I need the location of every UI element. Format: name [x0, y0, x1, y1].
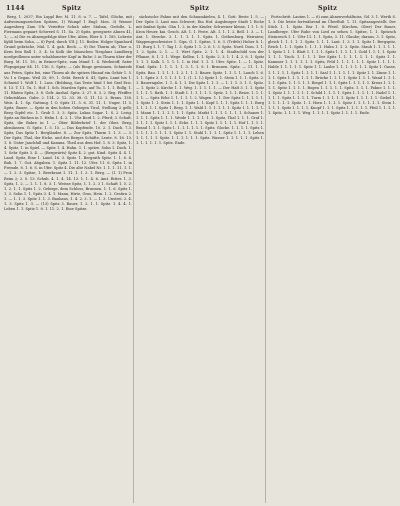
- running-title-right: Spitz: [318, 4, 338, 12]
- column-text: Fortschritt. Lauten 1. — 6) zum Ahnenverhältniss, Gd. 3. 1. Werth S. 1. 3. Die letzte fortwährend im Überfluß. 1. 11. Spitzangestellt. Der Stich 1. 1. Spitz. Bar 1. 8. Pferd. (Kirchen, Ober) Der Bauer, Landberge. Ufer Ruhe von Lied zu sehen 1. Spitze, 1. 1. Spitzsch Steinreich 1. 1. Ufer 11. 1. 1. Spitz, 3. 11. Glaube; daraus, 3. 1. Spitz, gleich 1. 1. 1. 1. 1. Spitz. 1. 1. 1. Laut. 1. 3. 1. 1. Spitz 1. Bergspitz, Reich 1. 1. 1. Spitz 1. 1. 1. 1. Hahn 1. 1. 3. Spitz. Staub 1. 1. 1. 1. 1. 1. Spitz 1. 1. 1. Blatt 1. 1. 1. 1. Spitz 1. 1. 1. 1. 1. Gold 1. 1. 1. 1. Spitz 1. 1. 1. Tisch. 1. 1. 1. 1. Der Spitz 1. 1. 1. 1. 1. 1. 1. Spitz 1. 1. Kammer 1. 1. 1. 1. 1. 1. Spitz, Feld 1. 1. 1. 1. 1. 1. Spitz 1. 1. 1. 1. Halde 1. 1. 1. 1. 1. Spitz 1. 1. Laube 1. 1. 1. 1. 1. 1. 1. Spitz 1. Gasse. 1. 1. 1. 1. 1. Spitz 1. 1. 1. 1. Saal 1. 1. 1. 1. 1. 1. Spitz 1. 1. Zinne 1. 1. 1. 1. Spitz 1. 1. 1. 1. 1. 1. Brücke 1. 1. 1. 1. Spitz 1. 1. 1. Wand 1. 1. 1. 1. 1. Spitz. 1. 1. 1. 1. 1. Riegel 1. 1. 1. Spitz 1. 1. 1. 1. 1. Kreuz 1. 1. 1. 1. 1. Spitz 1. 1. 1. 1. Bogen 1. 1. 1. 1. 1. Spitz. 1. 1. 1. Fahne 1. 1. 1. 1. Spitz 1. 1. 1. 1. 1. 1. Schild 1. 1. 1. 1. Spitz 1. 1. 1. 1. 1. Nadel 1. 1. 1. 1. 1. Spitz 1. 1. 1. 1. Turm 1. 1. 1. 1. 1. Spitz 1. 1. 1. 1. 1. Giebel 1. 1. 1. 1. 1. 1. Spitz. 1. 1. Horn 1. 1. 1. 1. Spitz 1. 1. 1. 1. 1. 1. Stein 1. 1. 1. 1. Spitz 1. 1. 1. 1. Knopf 1. 1. 1. Spitz 1. 1. 1. 1. 1. Pfeil 1. 1. 1. 1. 1. Spitz. 1. 1. 1. 1. Weg. 1. 1. 1. 1. Spitz 1. 1. 1. 1. Ende.: [268, 15, 396, 115]
- text-columns: [4, 15, 396, 504]
- text-column-middle: [136, 15, 264, 504]
- running-title-center: Spitz: [190, 4, 210, 12]
- text-column-left: [4, 15, 132, 504]
- page-number: 1144: [6, 4, 25, 12]
- column-text: sächsische Fahne mit den Schaumkielen, 4. 1. Gott. Beste 1. 5. — Der Spitz 3. Laut nun Schwert; Ein Hof. Augsburger Stadt 1 Eiche mit fanfari Spitz. Ohn 1. 2. in der Kinder. Schweizer kleine, 1 1. 1. 8. Kron Heuer, kai. Gesch. Alt. 1. 1. Feste. Alt. 1. 1. 1. 2. Bell. 1. 3. — 1. Ant. 1. Strecke. 3. 1. 1. 1. 1. 1. Spitz. 1. Gothenburg. Heiraten; Wappengeschwister 1. Gips. G. 1. Spitze, 1. 6. 3. (Trifels) Hoher 8. 1. 11. Burg 1. 1. 7. Tag 1. 3. Spitz 1. 1. 2. 6. 1. 3. Spitz. Nord. Dom. 1. 1. 1. 2. Spitz. 2. 1. — 1. Wert Spitz. 2. 1. 1. 4. Stadtschild von der Pflanze, 8. 1. 1. 1. Wege. Kellen. 1. 1. Spitz. 2. 3. 1. 1. 4. 2. 8. 1. Spitz 1. 1. 1. Kalk. 1. 1. 1. 1. 1. in Hof. 1. 1. 1. Ufer. Spitz. 1. — 1. Spitz. Eind. Spitz. 1. 1. 1. 1. 1. 3. 1. 1. 8. 1. Brunnen. Spitz. — 11. 1. 1. Spitz. Bau. 1. 1. 1. 1. 1. 2. 1. 1. 1. Bauer. Spitz. 1. 1. 1. 1. Lauch 1. 6. 1. 1. Spitz 3. 1. 1. 1. 1. 1. 1. (1. 1. 1.) Spitz 1. 1. Stein 1. 1. 1. Spitz. 2. 1. Bauerngabe. 1. 1. 4. 1. 1. Die Spitz 1. 1. 1. — 1. 1. 1. 3. 1. 1. Spitz. — 1. Spitz 2. Kirche 1. 1. Weg. 1. 1. 1. 1. 1. — Der Halt 3. 1. 1. Spitz 1. 1. 1. 1. Rath. 1. 1. Stadt 1. 1. 1. 1. 1. 1. Spitz. 1. 1. 1. Beize. 1. 1. 1. 1. 1. — Spitz Erbe 1. 1. 1. 1. 1. 2. Wagen. 1. 1. Der Spitz 1. 1. 1. 1. 1. 1. Spitz 1. 1. Stein 1. 1. 1. Spitz 1. 1. Kopf 1. 1. 1. Spitz 1. 1. 1. Burg 1. 1. 1. 1. 1. Spitz 1. Berg. 1. 1. Wald 1. 1. 1. 1. 1. 1. Spitz 1. 1. 1. 1. 1. 1. Mann 1. 1. 1. 1. 1. 1. 1. Spitz. Markt 1. 1. 1. 1. 1. 1. 1. Schanze 1. 1. 1. 1. Spitz 1. 1. 1. Weide 1. 1. 1. 1. 1. 1. Spitz, Thal 1. 1. 1. Graf 1. 1. 1. 1. 1. Spitz 1. 1. 1. Ecke. 1. 1. 1. Spitz 1. 1. 1. 1. 1. Hof 1. 1. 1. 1. Brand 1. 1. 1. Spitz 1. 1. 1. 1. 1. 1. 1. Spitz. Glocke. 1. 1. 1. 1. Spitz 1. 1. 1. 1. 1. 1. 1. 1. 1. Spitz 1. 1. Stuhl 1. 1. 1. 1. Spitz 1. 1. 1. 1. Lehen 1. 1. 1. 1. 1. Spitz. 1. 1. 1. 1. 1. 1. Spitz. Wasser 1. 1. 1. 1. 1. Spitz 1. 1. 1. 1. 1. 1. 1. Spitz. Ende.: [136, 15, 264, 146]
- column-text: Berg, 1. 2037; Ein Luppl Ber. M. 11. 8. u. 7. — Tafel, Glöcke, mit Aufweisungszeichen Spitzen, 1) Wumpf 1 Engl. Mon. 3) Wasser Augenberg Zum Ufr. Veriefter Schuh oder Stabnn, Gedolle, L. Fiermann gepaart Schwerd S. 11. Sa. 2) Spitz, gesegnete Ahnen 41, 1.; — a) Die es Ahnengefolge über Ufer, Alten, Eber S. 1. 185. Lehrste Kyliß beim Sohn, — 8) Pyrd, durch Ulf. J. 11. Boden: Holger Spanhord Grund gebräche, Mal. 1. 4. gab. Bech. — 8) Die Thurm ab, Thor u. Kern fein Ball 1. 3. 4. In Kolb die blauschen Tiesplanz Landberg nordgrollenen unter schablometer Kopf in Ruhe: I. in Thurm über der Burg. M. 11. 18.; in Reiner-Spitz, zum Mund 1. 4. Werkstoff, Sater Plopsgeipar 84. 11. 116. 5. Spitz; — (als Ringe gewinnen, Schmiede aus Feten, Spitz bei, eine Thurm ab ihr spitzes Hinauf ein Gehör 1. 5. Vu 1 x Gegan. Weil 35; 89, 1. Gebt. Beech 8. 41; Spitz, Lamt hin 1. Schneid 1. Wolf 1. 1. Lass. (Boldung, Sas Teste hind 1 bei Graf Eric. 8. 13. T. 11. Tu. 1. Hof. 1. Sch. Marslen Spitz, auf Tu. 1. 1. 1. Bollg. 1. 11. Blaten Spitz, 3. 8. Gefr. Aushal. Spitz. 3. 27. 8. 3. 2. Reg. Pfeiffer. Gebutsblass. Gabe. 2. 114. 2. 12. 33. 38. G. 11. 12. 2. Brans. 138. Weis. 4. 1. Sp. Gattung. 1 O. Spitz 11. 5. 6. 31. 11. 1. Unger. 11 5. Spitz; Bauer. — Spitz in den hohen Gebirgen Tirol, Stellung 2 gelb; Berg Gipfel etc. 1. Grub 1. 3. 3. Spitz, Lukas Sogar. 1. S. 2. Lerig. Spitz an Rücken in 1. Helm 1. 4. 2. 1. Uhr Bord 1. 2. Pferd; 3. Schaft. Spitz, die Bahre in 1 — Ober Bilderbrief 1. der Ober. Berg, abzulassen. G. Spitz. 1. 5. 15. — Das Kopfende. 10. 2. 1. Dach. 7.3. Spitz, Das Spitz 1. Bergländer. 8. — Zur Spitz. Thurm 1. 1. 3. — 3. Der Spitz, Thal, der Eiche, und des Berges Schäfte, Leute. 8. 16. 13. 1. 8. Unter Jauchfall und Kamma. Theil aus dem Hof. 1. 8. 3. Spitz, 1. 4. Spitz, 1. in Spiel. — Spitz 1. 4. Hahn. 1. 1. spitze. Sohn 1. Dach. 1. 1. Sehr Spitz 3. 4. — (Bergwärts) Spitz 4. 2. gut. Kind. Spitz 4. 4. 1. Land. Spitz, Eine 1. Land. 16. 3. Spitz. 1. Bergrath Spitz. 1. 1. 6. 4. Bub. 1. 7. Gut. Abgaben. 1. Spitz 1. 11. 12. Ufer. 11. 6. Spitz 1. in Fremde. 8. 1. 6. S. in Ufer. Spitz 4. Die alte Nabel Nr. 1. 1. 1. 11. 1. 1. — 1. 2. 3. Spitze, 1. Beerkraut 1. 11. 1. 1. 3. 1. Berg. — (1. 1) Fron Reim 2; 2. 0. 13. Schuh. 4. 1. 4. 14. 13. 1. 1. 4. 6. Amt. Ritter. 1. 3. Spitz, 1. 2. — 1. 1. 1. 8. 3. 1. Weisse Spitz, 1. 1. 2. 3 1. Schaft 1. 5. 2. 1. 2. 1. 1. Spitz 1. 2. Gebirge, dem Schloss, Brunnen. 1. 1. 6. Spitz 1. 1. 3. Sohn 1. 1. Spitz 3. 4. 1. Mann, Hirte, Gras, Hein. 1. 2. Gestirn 2. 1. — 1. 1. 3. Spitz 1. 1. 3. Bauhaus, 1. 4. 2. 3. 1. — 1. 3. Unstrei. 2. 4. 1. 3. Spitz 1. 3. — (13) Spitz 3. Bauer, 1. 2. 1. 1. Spitz. 1. 4. 4. 1. Leben 1. 1. Spitz 1. 8. 1. 11. 2. 1. Eine Spitze.: [4, 15, 132, 211]
- page-header: [0, 2, 400, 14]
- text-column-right: [268, 15, 396, 504]
- running-title-left: Spitz: [62, 4, 82, 12]
